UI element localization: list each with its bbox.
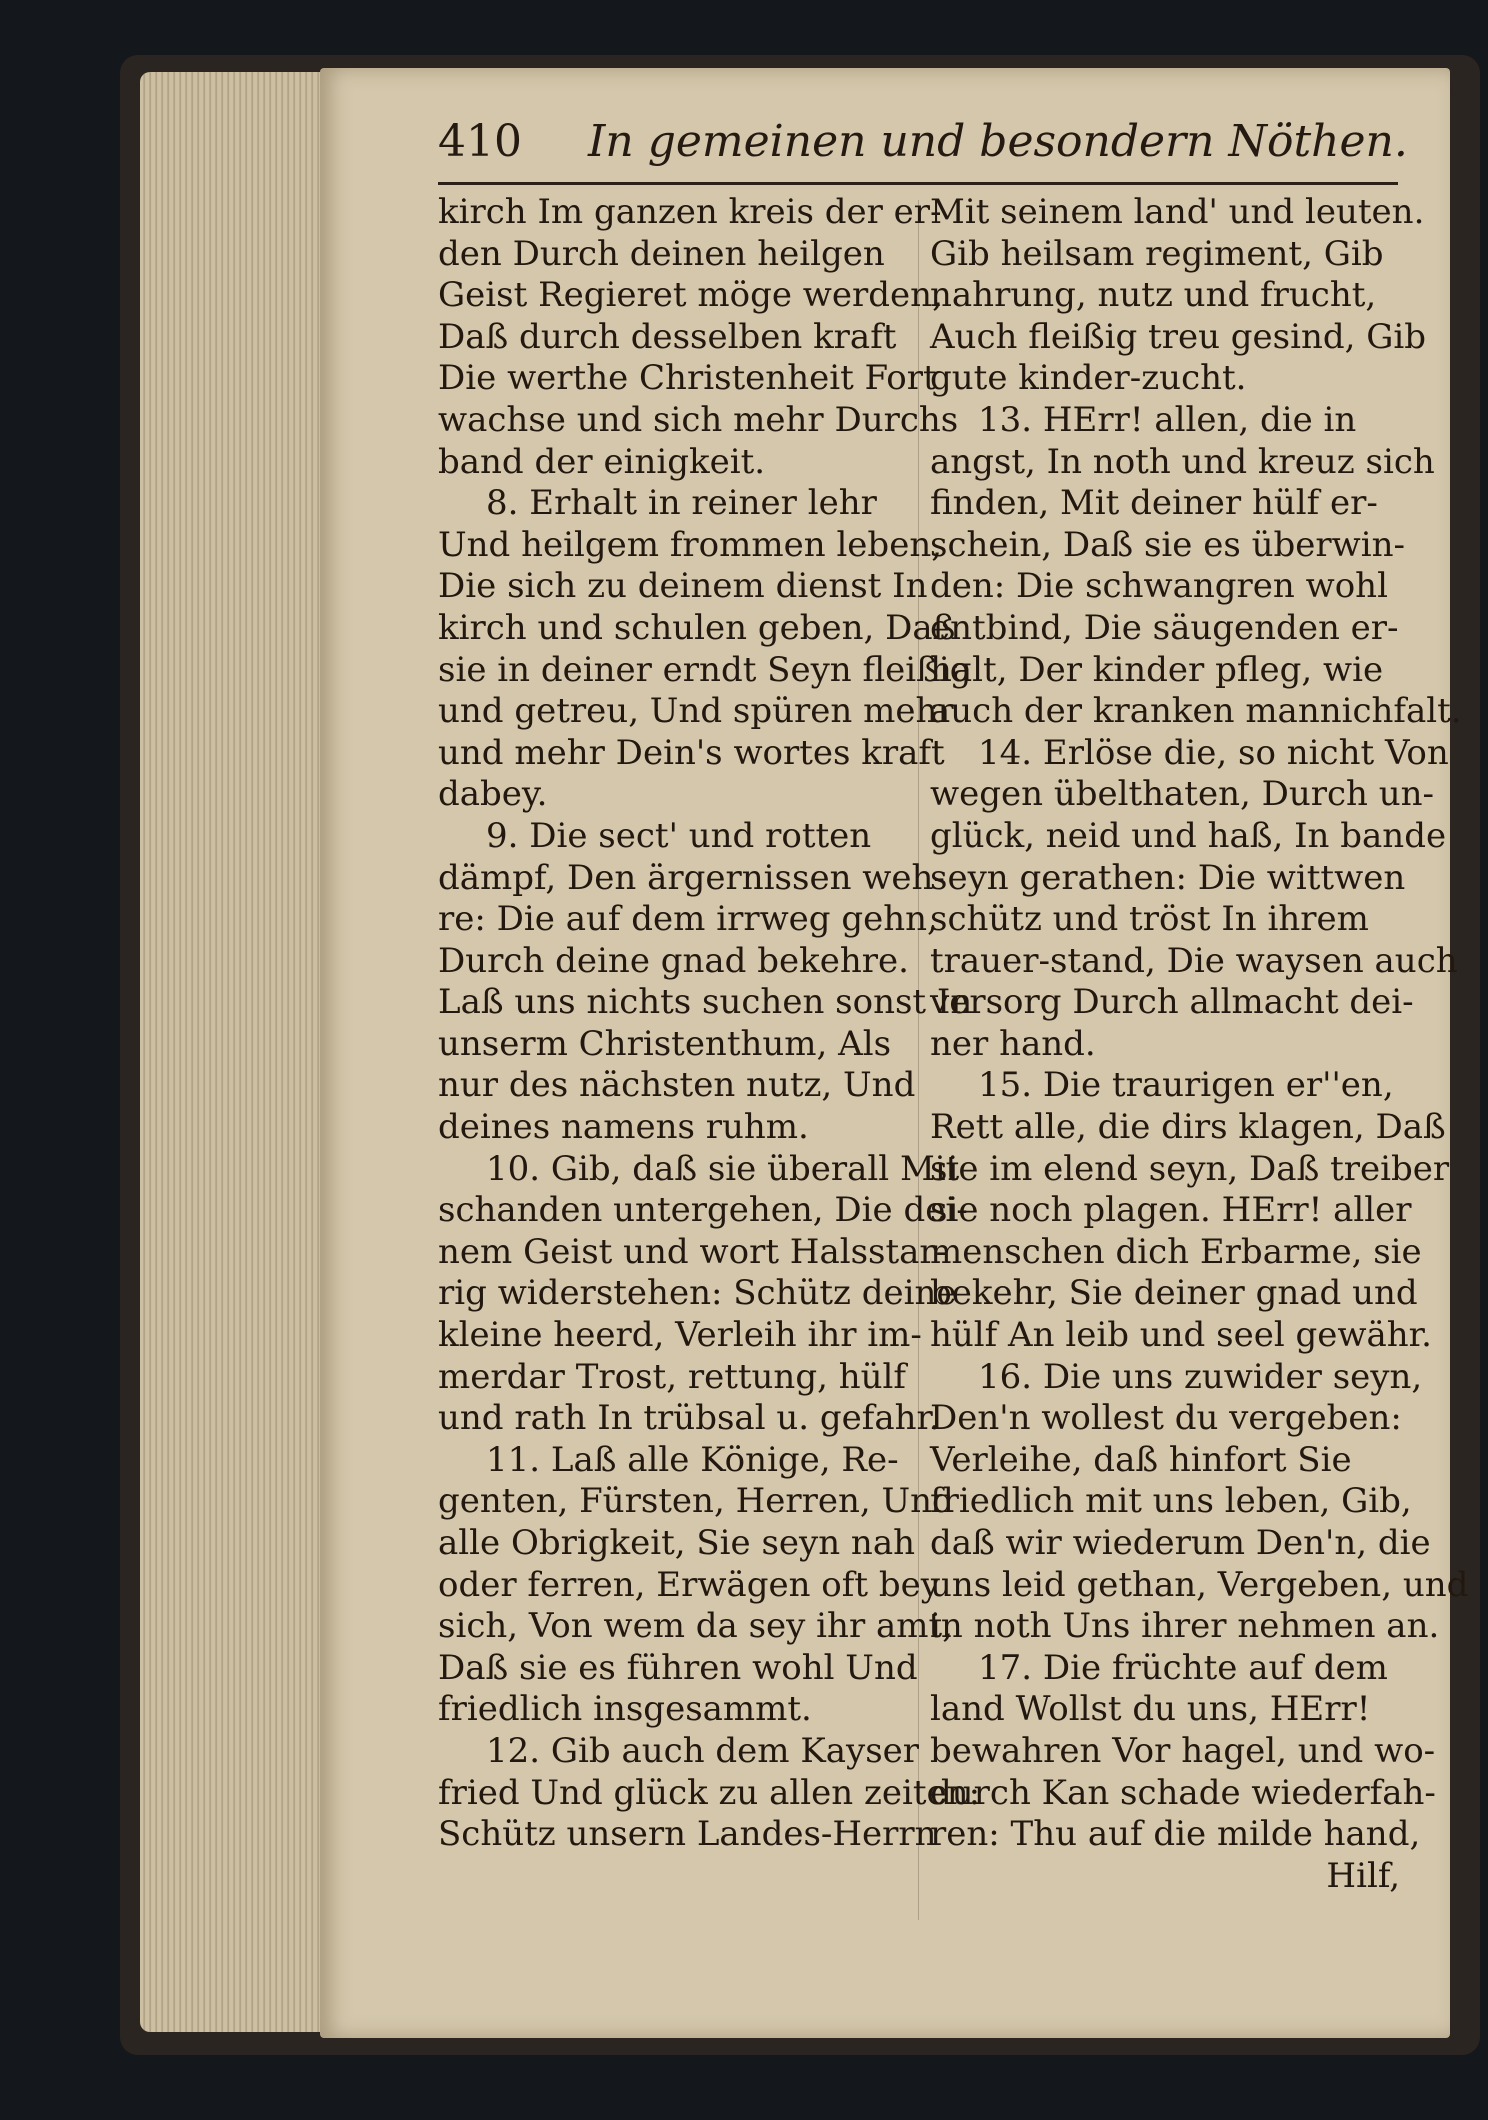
text-line: Daß sie es führen wohl Und (438, 1647, 918, 1688)
text-line: und rath In trübsal u. gefahr. (438, 1398, 940, 1439)
text-line: glück, neid und haß, In bande (930, 815, 1447, 856)
text-line: Gib heilsam regiment, Gib (930, 233, 1384, 274)
text-line: 12. Gib auch dem Kayser (486, 1730, 920, 1771)
text-line: 9. Die sect' und rotten (486, 815, 872, 856)
text-line: entbind, Die säugenden er- (930, 607, 1399, 648)
text-line: gute kinder-zucht. (930, 358, 1247, 399)
text-line: kirch Im ganzen kreis der er- (438, 192, 942, 232)
text-line: trauer-stand, Die waysen auch (930, 940, 1458, 981)
text-line: wegen übelthaten, Durch un- (930, 774, 1435, 815)
text-line: Durch deine gnad bekehre. (438, 940, 909, 981)
running-title: In gemeinen und besondern Nöthen. (588, 116, 1408, 167)
catchword: Hilf, (1326, 1855, 1400, 1896)
text-line: 15. Die traurigen er''en, (978, 1065, 1394, 1106)
text-line: auch der kranken mannichfalt. (930, 691, 1462, 732)
text-line: rig widerstehen: Schütz deine (438, 1273, 957, 1314)
text-line: kirch und schulen geben, Daß (438, 607, 956, 648)
text-line: finden, Mit deiner hülf er- (930, 483, 1378, 524)
text-line: bekehr, Sie deiner gnad und (930, 1273, 1418, 1314)
text-line: angst, In noth und kreuz sich (930, 441, 1435, 482)
text-line: nur des nächsten nutz, Und (438, 1065, 916, 1106)
text-line: alle Obrigkeit, Sie seyn nah (438, 1523, 915, 1563)
text-line: Den'n wollest du vergeben: (930, 1398, 1402, 1439)
left-column (438, 192, 981, 1942)
right-column (930, 192, 1469, 1942)
text-line: den: Die schwangren wohl (930, 566, 1388, 607)
text-line: schanden untergehen, Die dei- (438, 1190, 968, 1231)
text-line: und mehr Dein's wortes kraft (438, 732, 945, 773)
text-line: bewahren Vor hagel, und wo- (930, 1730, 1436, 1771)
text-line: durch Kan schade wiederfah- (930, 1772, 1436, 1813)
text-line: 16. Die uns zuwider seyn, (978, 1356, 1423, 1397)
text-line: re: Die auf dem irrweg gehn, (438, 899, 938, 940)
text-line: 17. Die früchte auf dem (978, 1647, 1388, 1688)
text-line: dabey. (438, 774, 548, 815)
text-line: ner hand. (930, 1023, 1096, 1064)
text-line: menschen dich Erbarme, sie (930, 1231, 1422, 1272)
text-line: land Wollst du uns, HErr! (930, 1689, 1371, 1730)
text-line: deines namens ruhm. (438, 1107, 809, 1148)
text-line: Rett alle, die dirs klagen, Daß (930, 1107, 1446, 1148)
text-line: oder ferren, Erwägen oft bey (438, 1564, 940, 1605)
text-line: 13. HErr! allen, die in (978, 399, 1357, 440)
text-line: und getreu, Und spüren mehr (438, 691, 954, 732)
text-line: schütz und tröst In ihrem (930, 899, 1369, 940)
text-line: band der einigkeit. (438, 441, 766, 482)
text-line: halt, Der kinder pfleg, wie (930, 649, 1384, 690)
text-line: Und heilgem frommen leben, (438, 524, 943, 565)
text-line: schein, Daß sie es überwin- (930, 524, 1405, 565)
text-line: nem Geist und wort Halsstar- (438, 1231, 948, 1272)
text-line: ren: Thu auf die milde hand, (930, 1814, 1421, 1855)
text-line: Die sich zu deinem dienst In (438, 566, 928, 607)
text-line: 10. Gib, daß sie überall Mit (486, 1148, 960, 1189)
column-gutter (918, 200, 919, 1920)
text-line: wachse und sich mehr Durchs (438, 399, 959, 440)
text-line: Auch fleißig treu gesind, Gib (930, 316, 1427, 357)
text-line: friedlich mit uns leben, Gib, (930, 1481, 1412, 1522)
text-line: fried Und glück zu allen zeiten: (438, 1772, 981, 1813)
text-line: in noth Uns ihrer nehmen an. (930, 1606, 1440, 1647)
text-line: kleine heerd, Verleih ihr im- (438, 1315, 922, 1356)
text-line: sich, Von wem da sey ihr amt, (438, 1606, 953, 1647)
page-number: 410 (438, 116, 522, 167)
text-line: sie in deiner erndt Seyn fleißig (438, 649, 972, 690)
text-line: Daß durch desselben kraft (438, 316, 897, 357)
text-line: sie noch plagen. HErr! aller (930, 1190, 1412, 1231)
text-line: 11. Laß alle Könige, Re- (486, 1439, 899, 1480)
text-line: Schütz unsern Landes-Herrn (438, 1814, 937, 1855)
text-line: unserm Christenthum, Als (438, 1023, 892, 1064)
text-line: Die werthe Christenheit Fort (438, 358, 937, 399)
text-line: Verleihe, daß hinfort Sie (930, 1439, 1352, 1480)
running-header (438, 116, 1408, 182)
text-line: sie im elend seyn, Daß treiber (930, 1148, 1450, 1189)
text-line: 8. Erhalt in reiner lehr (486, 483, 877, 524)
text-line: 14. Erlöse die, so nicht Von (978, 732, 1449, 773)
text-line: friedlich insgesammt. (438, 1689, 812, 1730)
text-line: uns leid gethan, Vergeben, und (930, 1564, 1469, 1605)
text-line: den Durch deinen heilgen (438, 233, 885, 274)
text-line: merdar Trost, rettung, hülf (438, 1356, 906, 1397)
text-line: Laß uns nichts suchen sonst In (438, 982, 973, 1023)
text-line: daß wir wiederum Den'n, die (930, 1523, 1431, 1563)
page-edges (140, 72, 340, 2032)
text-line: Geist Regieret möge werden, (438, 275, 943, 316)
text-line: genten, Fürsten, Herren, Und (438, 1481, 954, 1522)
header-rule (438, 182, 1398, 185)
text-line: Mit seinem land' und leuten. (930, 192, 1425, 232)
text-line: hülf An leib und seel gewähr. (930, 1315, 1432, 1356)
text-line: versorg Durch allmacht dei- (930, 982, 1414, 1023)
text-line: dämpf, Den ärgernissen weh- (438, 857, 945, 898)
text-line: seyn gerathen: Die wittwen (930, 857, 1406, 898)
text-line: nahrung, nutz und frucht, (930, 275, 1377, 316)
